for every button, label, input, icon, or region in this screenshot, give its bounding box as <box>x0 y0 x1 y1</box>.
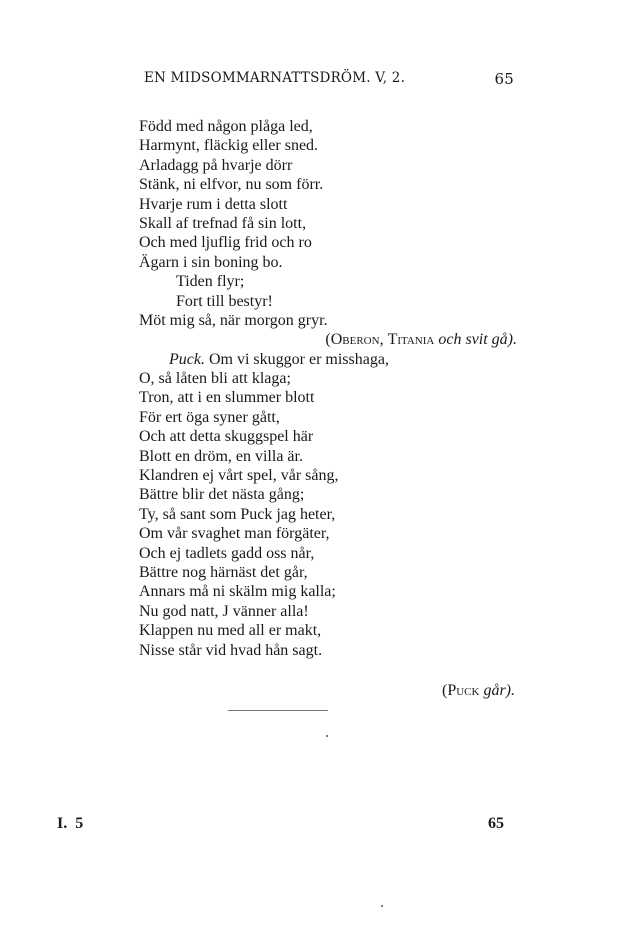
end-rule <box>228 710 328 711</box>
verse-line: Nisse står vid hvad hån sagt. <box>139 641 323 659</box>
verse-line: Om vår svaghet man förgäter, <box>139 525 330 543</box>
verse-text <box>139 117 519 701</box>
stage-direction-puck-exit <box>139 681 519 700</box>
character-name-puck: Puck <box>447 682 480 700</box>
speaker-name: Puck. <box>169 350 205 368</box>
speech-text: Om vi skuggor er misshaga, <box>204 350 389 368</box>
refrain-line: Tiden flyr; <box>176 273 245 291</box>
running-title: EN MIDSOMMARNATTSDRÖM. V, 2. <box>144 70 406 86</box>
page-number: 65 <box>494 70 514 88</box>
verse-line: Arladagg på hvarje dörr <box>139 156 293 174</box>
signature-mark: I. 5 <box>57 815 84 832</box>
verse-line: Född med någon plåga led, <box>139 118 313 135</box>
verse-line: Och ej tadlets gadd oss når, <box>139 544 315 562</box>
verse-line: Annars må ni skälm mig kalla; <box>139 583 336 601</box>
stage-paren: ( <box>325 331 331 349</box>
verse-line: Möt mig så, när morgon gryr. <box>139 311 328 329</box>
verse-line: Skall af trefnad få sin lott, <box>139 214 307 232</box>
verse-line: Bättre blir det nästa gång; <box>139 486 305 504</box>
verse-line: Stänk, ni elfvor, nu som förr. <box>139 176 324 194</box>
verse-line <box>139 660 519 679</box>
verse-line: Klandren ej vårt spel, vår sång, <box>139 467 339 485</box>
print-speck <box>326 735 328 737</box>
stage-action: går). <box>479 682 515 700</box>
verse-line: Ägarn i sin boning bo. <box>139 253 283 271</box>
verse-line: Nu god natt, J vänner alla! <box>139 602 309 620</box>
footer-page-number: 65 <box>488 815 504 832</box>
verse-line: Blott en dröm, en villa är. <box>139 447 303 465</box>
verse-line: O, så låten bli att klaga; <box>139 370 291 388</box>
verse-line: Harmynt, fläckig eller sned. <box>139 137 319 155</box>
verse-line: Klappen nu med all er makt, <box>139 622 322 640</box>
stage-separator: , <box>379 331 388 349</box>
verse-line: Hvarje rum i detta slott <box>139 195 288 213</box>
stage-paren: ( <box>441 682 448 700</box>
verse-line: Ty, så sant som Puck jag heter, <box>139 505 336 523</box>
verse-line: Bättre nog härnäst det går, <box>139 563 308 581</box>
character-name-titania: Titania <box>387 331 435 349</box>
verse-line: Och att detta skuggspel här <box>139 428 314 446</box>
stage-direction-exit <box>139 330 519 349</box>
verse-line: För ert öga syner gått, <box>139 408 280 426</box>
refrain-line: Fort till bestyr! <box>176 292 273 310</box>
verse-line: Tron, att i en slummer blott <box>139 389 315 407</box>
stage-action: och svit gå). <box>434 331 517 349</box>
character-name-oberon: Oberon <box>330 331 380 349</box>
speech-first-line <box>139 350 519 369</box>
verse-line: Och med ljuflig frid och ro <box>139 234 312 252</box>
print-speck <box>381 905 383 907</box>
